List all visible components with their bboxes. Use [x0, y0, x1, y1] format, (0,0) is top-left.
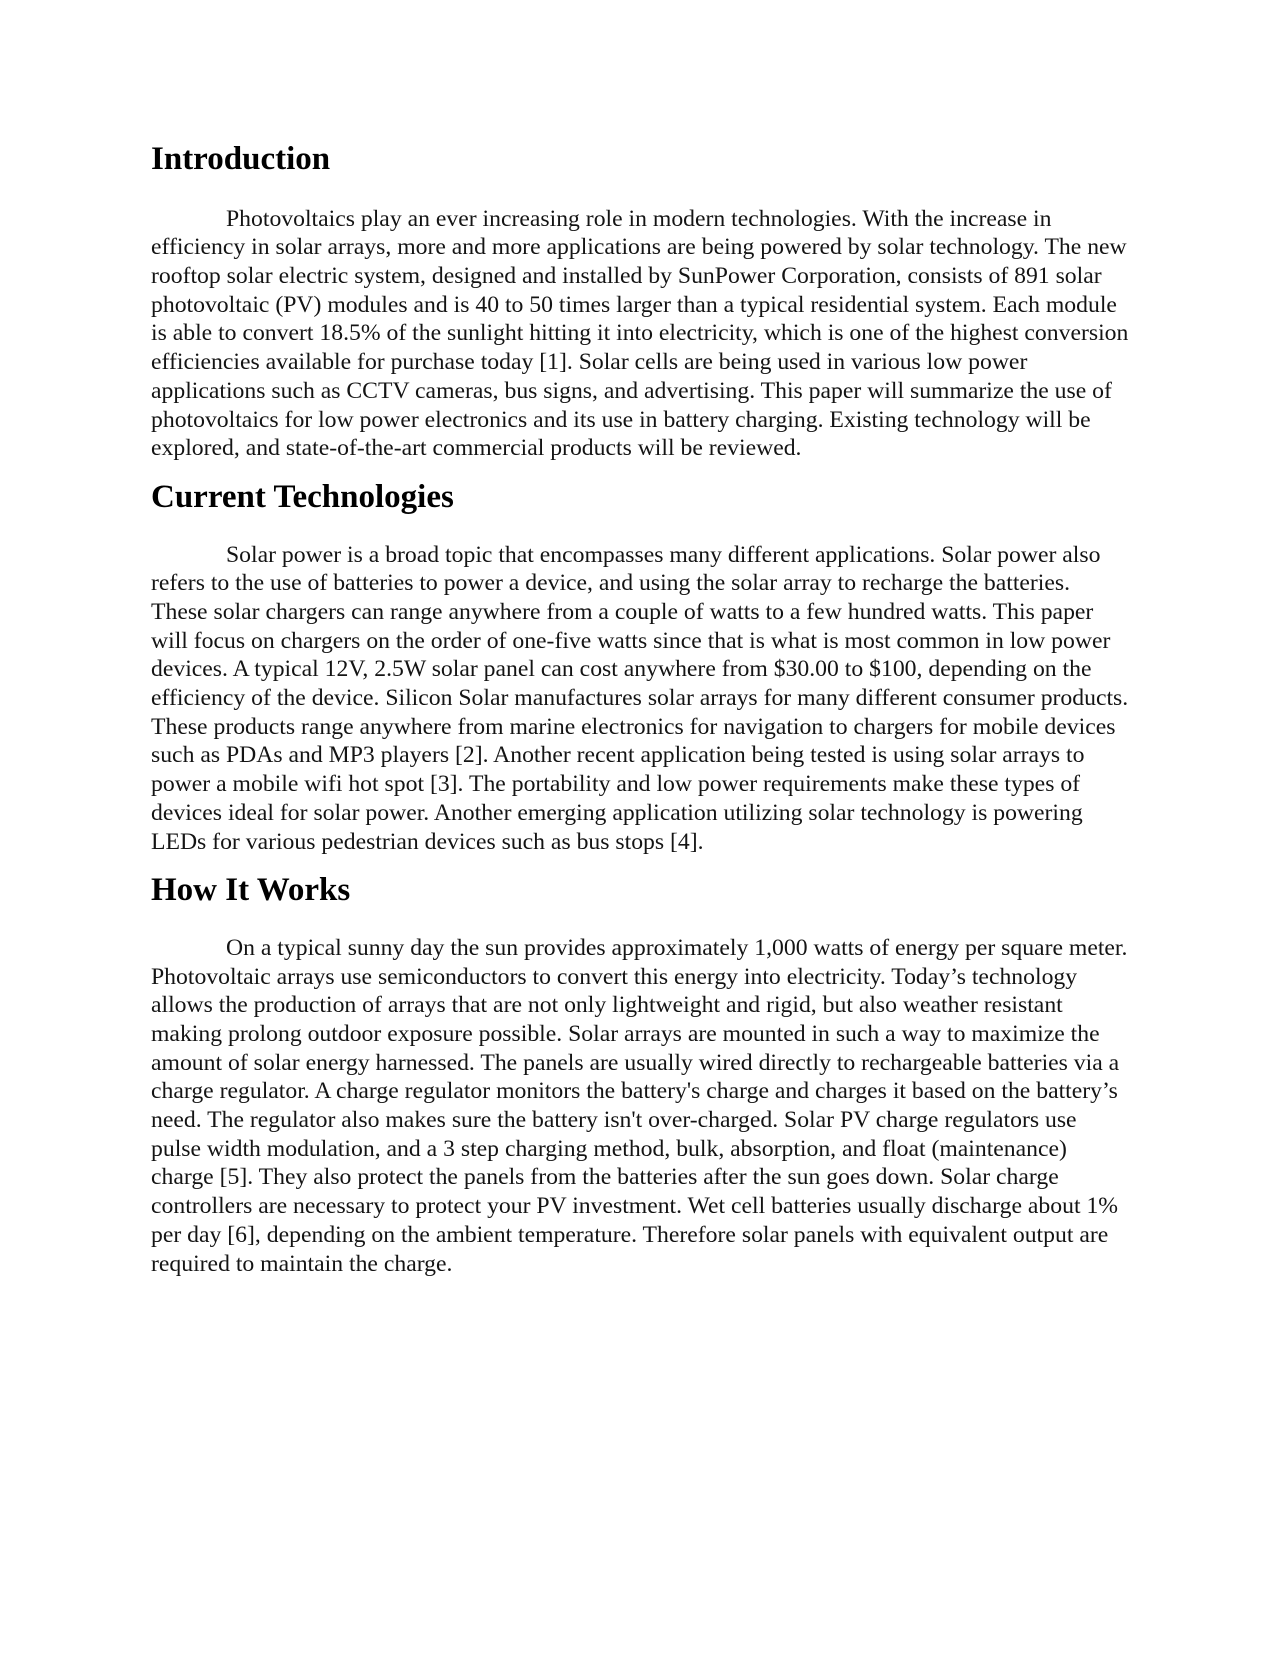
section-heading-introduction: Introduction: [151, 141, 331, 177]
paragraph-current-technologies: Solar power is a broad topic that encompasses many different applications. Solar power also refers to the use of batteries to power a device, and using the solar array to recharge the batteries. These solar chargers can range anywhere from a couple of watts to a few hundred watts. This paper will focus on chargers on the order of one-five watts since that is what is most common in low power devices. A typical 12V, 2.5W solar panel can cost anywhere from $30.00 to $100, depending on the efficiency of the device. Silicon Solar manufactures solar arrays for many different consumer products. These products range anywhere from marine electronics for navigation to chargers for mobile devices such as PDAs and MP3 players [2]. Another recent application being tested is using solar arrays to power a mobile wifi hot spot [3]. The portability and low power requirements make these types of devices ideal for solar power. Another emerging application utilizing solar technology is powering LEDs for various pedestrian devices such as bus stops [4].: [151, 541, 1129, 855]
section-heading-current-technologies: Current Technologies: [151, 478, 454, 515]
paragraph-how-it-works: On a typical sunny day the sun provides approximately 1,000 watts of energy per square meter. Photovoltaic arrays use semiconductors to convert this energy into electricity. Today’s technology allows the production of arrays that are not only lightweight and rigid, but also weather resistant making prolong outdoor exposure possible. Solar arrays are mounted in such a way to maximize the amount of solar energy harnessed. The panels are usually wired directly to rechargeable batteries via a charge regulator. A charge regulator monitors the battery's charge and charges it based on the battery’s need. The regulator also makes sure the battery isn't over-charged. Solar PV charge regulators use pulse width modulation, and a 3 step charging method, bulk, absorption, and float (maintenance) charge [5]. They also protect the panels from the batteries after the sun goes down. Solar charge controllers are necessary to protect your PV investment. Wet cell batteries usually discharge about 1% per day [6], depending on the ambient temperature. Therefore solar panels with equivalent output are required to maintain the charge.: [151, 934, 1128, 1277]
paragraph-introduction: Photovoltaics play an ever increasing role in modern technologies. With the increase in efficiency in solar arrays, more and more applications are being powered by solar technology. The new rooftop solar electric system, designed and installed by SunPower Corporation, consists of 891 solar photovoltaic (PV) modules and is 40 to 50 times larger than a typical residential system. Each module is able to convert 18.5% of the sunlight hitting it into electricity, which is one of the highest conversion efficiencies available for purchase today [1]. Solar cells are being used in various low power applications such as CCTV cameras, bus signs, and advertising. This paper will summarize the use of photovoltaics for low power electronics and its use in battery charging. Existing technology will be explored, and state-of-the-art commercial products will be reviewed.: [151, 205, 1129, 462]
section-heading-how-it-works: How It Works: [151, 872, 351, 909]
document-page: [151, 140, 1131, 1278]
